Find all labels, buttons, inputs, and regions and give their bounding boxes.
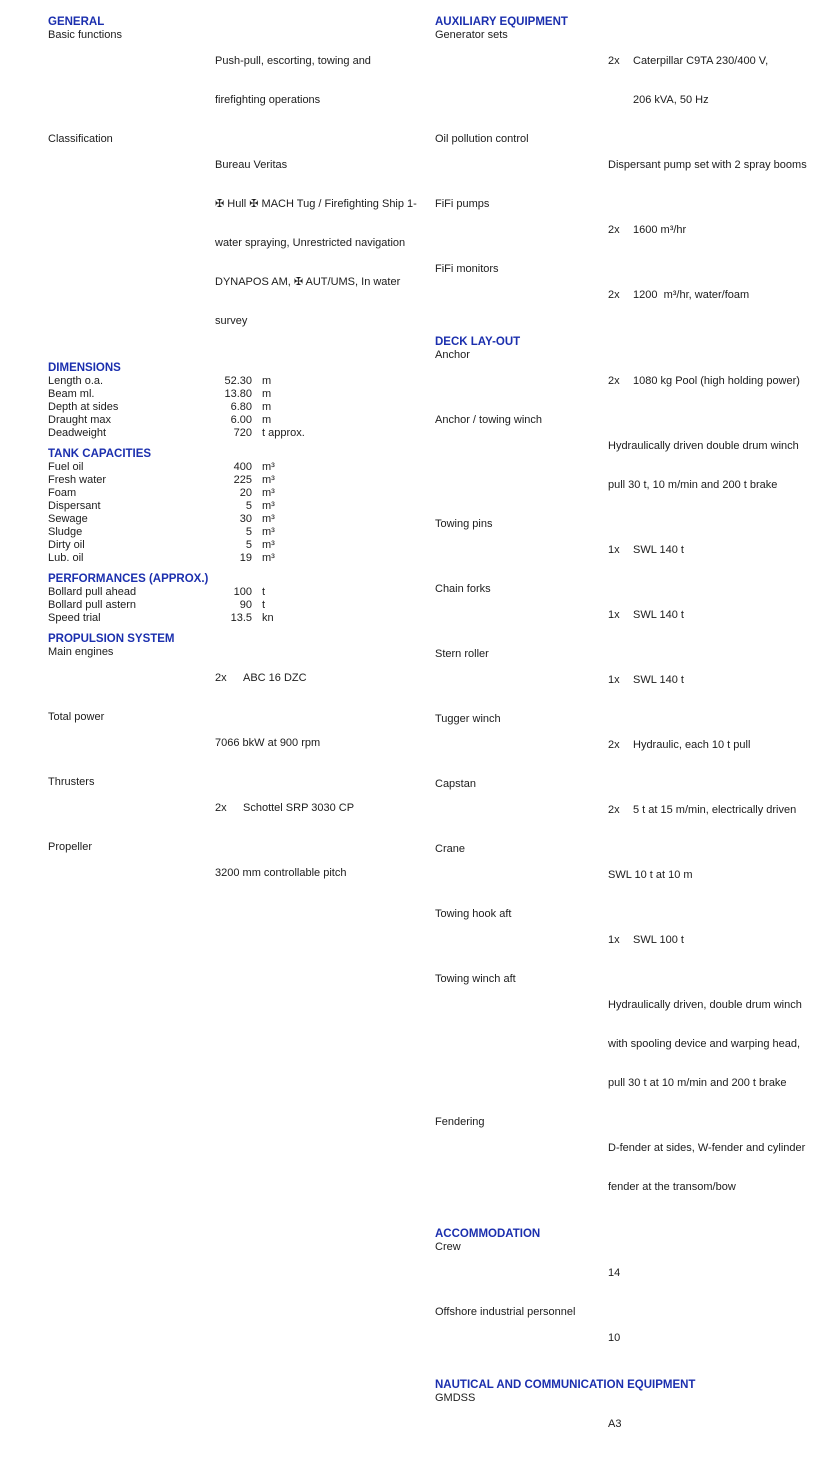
- spec-row: [435, 1116, 827, 1220]
- spec-label: Deadweight: [48, 427, 107, 439]
- spec-unit: m³: [262, 513, 275, 525]
- spec-label: FiFi monitors: [435, 263, 499, 275]
- spec-row: [435, 648, 827, 713]
- spec-label: Bollard pull astern: [48, 599, 137, 611]
- spec-row: [48, 711, 426, 776]
- spec-num: 5: [245, 539, 252, 551]
- spec-label: Main engines: [48, 646, 114, 658]
- spec-value: [215, 586, 426, 599]
- spec-value: 3200 mm controllable pitch: [215, 867, 347, 879]
- section-title: DIMENSIONS: [48, 362, 121, 374]
- spec-label: Chain forks: [435, 583, 491, 595]
- spec-qty: 1x: [608, 674, 620, 686]
- spec-num: 90: [239, 599, 252, 611]
- spec-qty: 2x: [608, 55, 620, 67]
- section-title: NAUTICAL AND COMMUNICATION EQUIPMENT: [435, 1379, 696, 1391]
- spec-unit: m: [262, 375, 272, 387]
- section-title: DECK LAY-OUT: [435, 336, 521, 348]
- spec-label: Fuel oil: [48, 461, 84, 473]
- spec-label: Length o.a.: [48, 375, 104, 387]
- section-title: TANK CAPACITIES: [48, 448, 152, 460]
- section-auxiliary-equipment: [435, 16, 827, 328]
- spec-num: 720: [233, 427, 252, 439]
- spec-label: Crane: [435, 843, 465, 855]
- spec-value: SWL 10 t at 10 m: [608, 869, 693, 881]
- spec-label: Generator sets: [435, 29, 508, 41]
- spec-row: [48, 133, 426, 354]
- spec-row: [48, 461, 426, 474]
- spec-value: [215, 500, 426, 513]
- spec-qty: 2x: [608, 224, 620, 236]
- spec-label: Classification: [48, 133, 113, 145]
- spec-row: [435, 518, 827, 583]
- spec-value: 2x Schottel SRP 3030 CP: [215, 802, 355, 814]
- spec-value: D-fender at sides, W-fender and cylinder fender at the transom/bow: [608, 1142, 806, 1193]
- spec-row: [435, 908, 827, 973]
- spec-row: [48, 500, 426, 513]
- spec-qty: 2x: [215, 802, 227, 814]
- spec-label: Total power: [48, 711, 105, 723]
- spec-label: Depth at sides: [48, 401, 119, 413]
- section-performances: [48, 573, 426, 625]
- spec-value: 7066 bkW at 900 rpm: [215, 737, 321, 749]
- spec-num: 5: [245, 526, 252, 538]
- spec-row: [48, 586, 426, 599]
- spec-num: 19: [239, 552, 252, 564]
- spec-value: [215, 401, 426, 414]
- spec-label: Towing pins: [435, 518, 493, 530]
- spec-value: Hydraulically driven, double drum winch with spooling device and warping head, pull 30 t at 10 m/min and 200 t brake: [608, 999, 802, 1089]
- spec-qty: 1x: [608, 544, 620, 556]
- spec-row: [48, 539, 426, 552]
- spec-value: 1x SWL 140 t: [608, 609, 684, 621]
- spec-value: [215, 474, 426, 487]
- spec-value: [215, 612, 426, 625]
- spec-unit: m³: [262, 474, 275, 486]
- section-title: GENERAL: [48, 16, 105, 28]
- spec-num: 13.5: [230, 612, 252, 624]
- spec-row: [435, 133, 827, 198]
- spec-label: FiFi pumps: [435, 198, 490, 210]
- spec-value: [215, 513, 426, 526]
- spec-unit: m: [262, 388, 272, 400]
- spec-unit: t approx.: [262, 427, 305, 439]
- spec-value: 2x 1600 m³/hr: [608, 224, 687, 236]
- spec-value: [215, 388, 426, 401]
- spec-unit: m³: [262, 487, 275, 499]
- spec-row: [48, 552, 426, 565]
- spec-num: 6.00: [230, 414, 252, 426]
- spec-row: [435, 843, 827, 908]
- spec-row: [48, 388, 426, 401]
- spec-qty: 2x: [608, 804, 620, 816]
- section-dimensions: [48, 362, 426, 440]
- spec-label: Lub. oil: [48, 552, 84, 564]
- spec-num: 5: [245, 500, 252, 512]
- spec-row: [48, 526, 426, 539]
- spec-unit: m³: [262, 500, 275, 512]
- spec-unit: t: [262, 599, 266, 611]
- spec-row: [48, 414, 426, 427]
- spec-value: Push-pull, escorting, towing and firefighting operations: [215, 55, 371, 106]
- spec-row: [48, 776, 426, 841]
- section-title: AUXILIARY EQUIPMENT: [435, 16, 568, 28]
- spec-label: Sewage: [48, 513, 88, 525]
- spec-value: Dispersant pump set with 2 spray booms: [608, 159, 807, 171]
- spec-qty: 2x: [608, 739, 620, 751]
- spec-row: [435, 1306, 827, 1371]
- spec-row: [435, 349, 827, 414]
- spec-value: 1x SWL 140 t: [608, 674, 684, 686]
- spec-value: [215, 375, 426, 388]
- spec-label: Towing hook aft: [435, 908, 512, 920]
- spec-row: [48, 513, 426, 526]
- spec-num: 100: [233, 586, 252, 598]
- spec-num: 20: [239, 487, 252, 499]
- spec-label: Sludge: [48, 526, 83, 538]
- spec-row: [435, 198, 827, 263]
- spec-row: [435, 29, 827, 133]
- spec-value: 1x SWL 140 t: [608, 544, 684, 556]
- section-general: [48, 16, 426, 354]
- spec-label: Propeller: [48, 841, 93, 853]
- spec-value: Bureau Veritas ✠ Hull ✠ MACH Tug / Firefighting Ship 1- water spraying, Unrestricted navigation DYNAPOS AM, ✠ AUT/UMS, In water survey: [215, 159, 417, 327]
- spec-label: Tugger winch: [435, 713, 501, 725]
- spec-unit: kn: [262, 612, 274, 624]
- spec-row: [435, 1241, 827, 1306]
- spec-row: [48, 646, 426, 711]
- spec-value: 2x ABC 16 DZC: [215, 672, 307, 684]
- right-column: [435, 16, 827, 1465]
- spec-label: Basic functions: [48, 29, 122, 41]
- spec-value: 1x SWL 100 t: [608, 934, 684, 946]
- section-accommodation: [435, 1228, 827, 1371]
- spec-label: Crew: [435, 1241, 461, 1253]
- spec-unit: m³: [262, 539, 275, 551]
- spec-label: Foam: [48, 487, 77, 499]
- spec-value: 14: [608, 1267, 621, 1279]
- spec-label: Fendering: [435, 1116, 485, 1128]
- spec-row: [435, 414, 827, 518]
- spec-label: Towing winch aft: [435, 973, 516, 985]
- spec-value: [215, 526, 426, 539]
- spec-num: 30: [239, 513, 252, 525]
- spec-label: Dispersant: [48, 500, 101, 512]
- section-nautical-communication: [435, 1379, 827, 1457]
- spec-qty: 2x: [215, 672, 227, 684]
- spec-row: [435, 263, 827, 328]
- spec-num: 13.80: [224, 388, 252, 400]
- spec-label: Oil pollution control: [435, 133, 529, 145]
- spec-row: [48, 487, 426, 500]
- spec-label: Capstan: [435, 778, 476, 790]
- spec-unit: m³: [262, 461, 275, 473]
- spec-qty: 1x: [608, 609, 620, 621]
- spec-num: 6.80: [230, 401, 252, 413]
- section-title: PERFORMANCES (APPROX.): [48, 573, 209, 585]
- spec-unit: m: [262, 414, 272, 426]
- spec-value: [215, 427, 426, 440]
- spec-row: [435, 778, 827, 843]
- spec-value: [215, 552, 426, 565]
- spec-unit: m³: [262, 526, 275, 538]
- spec-row: [48, 599, 426, 612]
- section-tank-capacities: [48, 448, 426, 565]
- spec-num: 225: [233, 474, 252, 486]
- spec-label: Thrusters: [48, 776, 95, 788]
- spec-value: [215, 414, 426, 427]
- spec-value: 2x 5 t at 15 m/min, electrically driven: [608, 804, 797, 816]
- spec-value: 2x 1080 kg Pool (high holding power): [608, 375, 800, 387]
- spec-num: 400: [233, 461, 252, 473]
- spec-value: [215, 487, 426, 500]
- spec-label: Draught max: [48, 414, 111, 426]
- spec-row: [435, 973, 827, 1116]
- left-column: [48, 16, 426, 914]
- section-deck-lay-out: [435, 336, 827, 1220]
- spec-value: 10: [608, 1332, 621, 1344]
- spec-num: 52.30: [224, 375, 252, 387]
- spec-row: [48, 375, 426, 388]
- spec-unit: m³: [262, 552, 275, 564]
- spec-unit: t: [262, 586, 266, 598]
- spec-row: [48, 427, 426, 440]
- spec-label: Speed trial: [48, 612, 101, 624]
- spec-value: [215, 599, 426, 612]
- spec-value: Hydraulically driven double drum winch pull 30 t, 10 m/min and 200 t brake: [608, 440, 799, 491]
- spec-unit: m: [262, 401, 272, 413]
- spec-label: Dirty oil: [48, 539, 85, 551]
- spec-value: 2x 1200 m³/hr, water/foam: [608, 289, 750, 301]
- spec-value: 2x Hydraulic, each 10 t pull: [608, 739, 751, 751]
- spec-row: [48, 612, 426, 625]
- spec-row: [435, 583, 827, 648]
- section-title: PROPULSION SYSTEM: [48, 633, 175, 645]
- spec-value: [215, 539, 426, 552]
- spec-label: Anchor / towing winch: [435, 414, 542, 426]
- spec-qty: 2x: [608, 289, 620, 301]
- spec-row: [48, 29, 426, 133]
- spec-value: [215, 461, 426, 474]
- spec-label: Anchor: [435, 349, 470, 361]
- spec-label: Bollard pull ahead: [48, 586, 137, 598]
- section-title: ACCOMMODATION: [435, 1228, 541, 1240]
- spec-row: [435, 1392, 827, 1457]
- spec-label: Beam ml.: [48, 388, 95, 400]
- spec-label: Stern roller: [435, 648, 489, 660]
- spec-qty: 2x: [608, 375, 620, 387]
- spec-qty: 1x: [608, 934, 620, 946]
- spec-row: [48, 401, 426, 414]
- spec-value: 2x Caterpillar C9TA 230/400 V, 206 kVA, 50 Hz: [608, 55, 769, 106]
- spec-row: [48, 474, 426, 487]
- spec-row: [435, 713, 827, 778]
- spec-label: GMDSS: [435, 1392, 476, 1404]
- spec-row: [48, 841, 426, 906]
- spec-value: A3: [608, 1418, 622, 1430]
- spec-label: Fresh water: [48, 474, 107, 486]
- section-propulsion: [48, 633, 426, 906]
- spec-label: Offshore industrial personnel: [435, 1306, 576, 1318]
